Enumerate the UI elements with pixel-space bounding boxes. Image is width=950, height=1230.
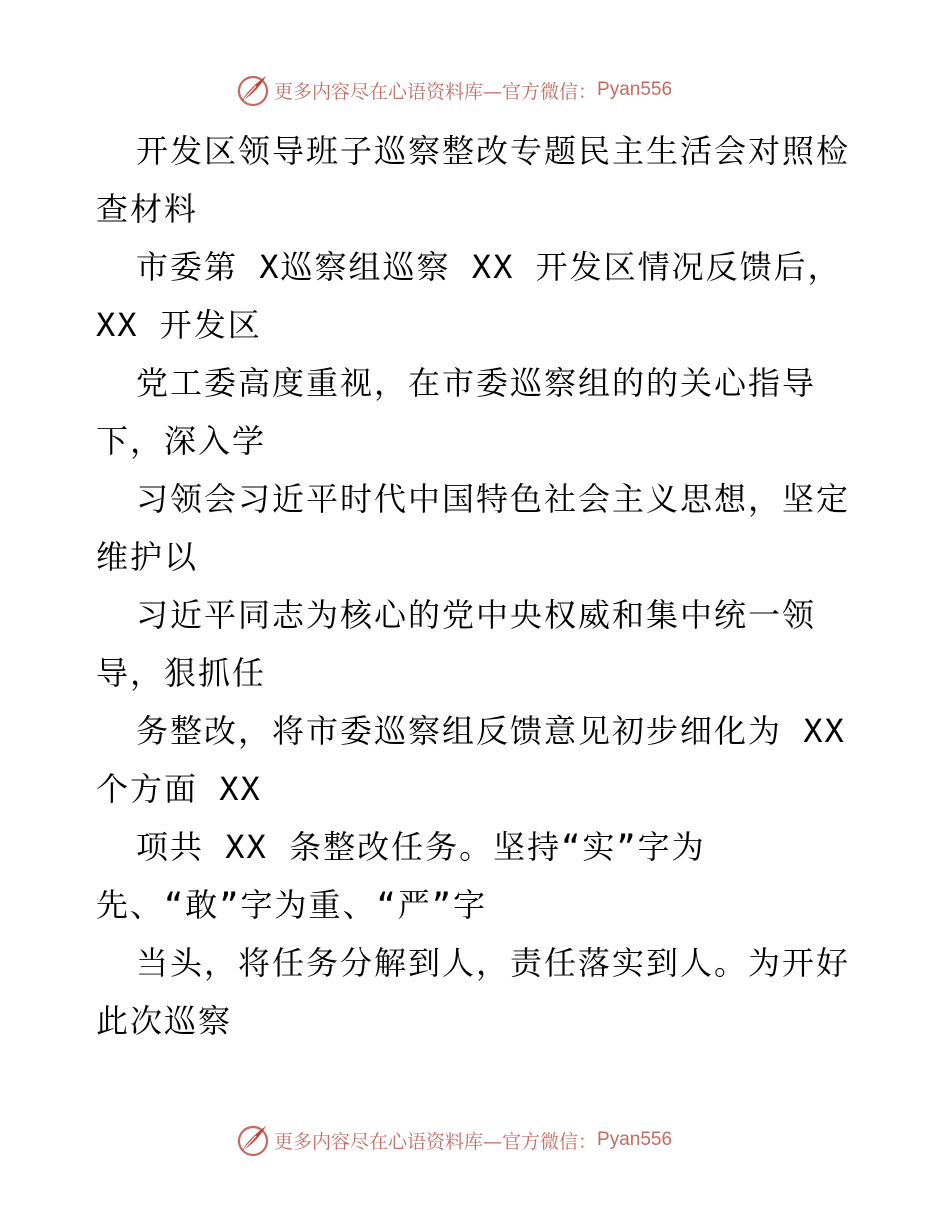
watermark-account: Pyan556 bbox=[597, 79, 673, 100]
text-line: 党工委高度重视，在市委巡察组的的关心指导 bbox=[136, 364, 817, 402]
text-line: 个方面 XX bbox=[96, 770, 262, 808]
text-line: 导，狠抓任 bbox=[96, 654, 267, 692]
text-line: 查材料 bbox=[96, 190, 199, 228]
text-line: 当头，将任务分解到人，责任落实到人。为开好 bbox=[136, 944, 851, 982]
text-line: 开发区领导班子巡察整改专题民主生活会对照检 bbox=[136, 132, 851, 170]
text-line: 习领会习近平时代中国特色社会主义思想，坚定 bbox=[136, 480, 851, 518]
text-line: XX 开发区 bbox=[96, 306, 262, 344]
watermark-text: 更多内容尽在心语资料库—官方微信： bbox=[274, 80, 598, 103]
watermark-text: 更多内容尽在心语资料库—官方微信： bbox=[274, 1130, 598, 1153]
header-watermark bbox=[236, 72, 672, 108]
document-body bbox=[96, 122, 866, 1050]
text-line: 先、“敢”字为重、“严”字 bbox=[96, 886, 488, 924]
text-line: 务整改，将市委巡察组反馈意见初步细化为 XX bbox=[136, 712, 846, 750]
text-line: 维护以 bbox=[96, 538, 199, 576]
watermark-account: Pyan556 bbox=[597, 1129, 673, 1150]
text-line: 习近平同志为核心的党中央权威和集中统一领 bbox=[136, 596, 817, 634]
text-line: 项共 XX 条整改任务。坚持“实”字为 bbox=[136, 828, 706, 866]
quill-pen-logo-icon bbox=[236, 73, 270, 107]
text-line: 下，深入学 bbox=[96, 422, 267, 460]
text-line: 此次巡察 bbox=[96, 1002, 233, 1040]
footer-watermark bbox=[236, 1122, 672, 1158]
quill-pen-logo-icon bbox=[236, 1123, 270, 1157]
text-line: 市委第 X巡察组巡察 XX 开发区情况反馈后， bbox=[136, 248, 842, 286]
